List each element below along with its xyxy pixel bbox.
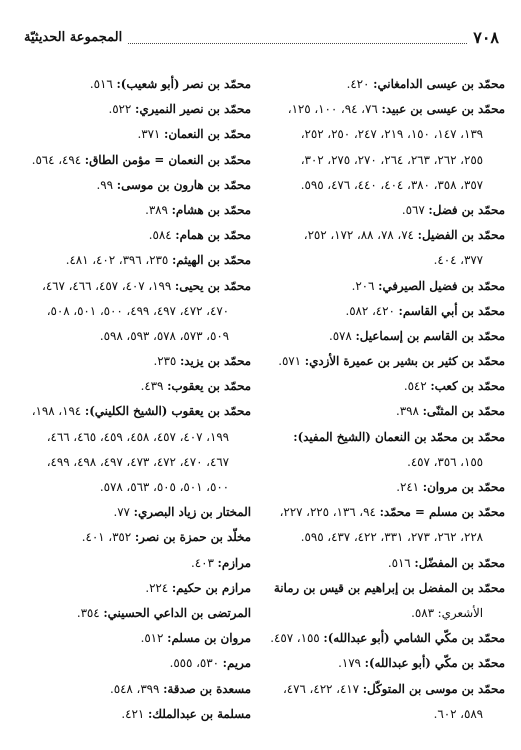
index-entry-continuation [11, 425, 251, 450]
index-entry [11, 122, 251, 147]
entry-page-refs: ٤٩٤، ٥٦٤. [31, 152, 85, 167]
index-entry-continuation [265, 525, 505, 550]
index-entry [265, 72, 505, 97]
entry-name: محمّد بن هشام: [171, 202, 251, 217]
entry-name: محمّد بن عيسى بن عبيد: [381, 102, 505, 117]
index-entry [11, 500, 251, 525]
index-entry [265, 399, 505, 424]
entry-page-refs: ٥٦٧. [401, 202, 429, 217]
entry-name: محمّد بن يزيد: [179, 354, 251, 369]
entry-name: محمّد بن يحيى: [174, 278, 251, 293]
index-entry [11, 601, 251, 626]
entry-page-refs: ٤٣٩. [140, 379, 168, 394]
index-entry [265, 274, 505, 299]
entry-page-refs: ١٣٩، ١٤٧، ١٥٠، ٢١٩، ٢٤٧، ٢٥٠، ٢٥٢، [300, 127, 483, 142]
index-entry [265, 551, 505, 576]
entry-name: محمّد بن همام: [175, 228, 251, 243]
entry-page-refs: ٥٧١. [278, 354, 305, 369]
index-entry [11, 223, 251, 248]
entry-page-refs: ٩٩. [96, 177, 117, 192]
entry-page-refs: ٥٠٠، ٥٠١، ٥٠٥، ٥٦٣، ٥٧٨. [99, 480, 229, 494]
index-entry [265, 500, 505, 525]
entry-name: محمّد بن كعب: [430, 379, 505, 394]
header-dotted-leader [128, 31, 467, 44]
index-entry [11, 677, 251, 702]
entry-name: محمّد بن كثير بن بشير بن عميرة الأزدي: [304, 354, 505, 369]
entry-name: محمّد بن مكّي (أبو عبدالله): [364, 656, 505, 671]
entry-page-refs: ٣٧٧، ٤٠٤. [433, 253, 483, 268]
entry-page-refs: ٣٨٩. [145, 202, 172, 217]
entry-page-refs: ٥٣٠، ٥٥٥. [169, 656, 223, 671]
index-entry-continuation [11, 450, 251, 475]
entry-page-refs: ١٧٩. [338, 656, 365, 671]
index-entry [11, 576, 251, 601]
entry-page-refs: ٤٢١. [121, 706, 148, 721]
entry-page-refs: ٢٣٥. [153, 354, 180, 369]
index-entry [265, 97, 505, 122]
entry-name: محمّد بن المفضّل: [414, 555, 505, 570]
index-entry [11, 274, 251, 299]
index-entry [11, 173, 251, 198]
page-header [24, 26, 499, 48]
index-entry [11, 198, 251, 223]
index-entry [265, 626, 505, 651]
index-entry [11, 248, 251, 273]
entry-name: مخلّد بن حمزة بن نصر: [134, 530, 251, 545]
entry-page-refs: ١٩٤، ١٩٨، [31, 404, 85, 419]
index-entry-continuation [265, 702, 505, 727]
entry-page-refs: ٣٥٢، ٤٠١. [81, 530, 135, 545]
index-entry [265, 374, 505, 399]
index-entry [265, 576, 505, 601]
index-entry [11, 97, 251, 122]
entry-name: مسعدة بن صدقة: [163, 681, 251, 696]
index-entry [265, 223, 505, 248]
index-entry [11, 148, 251, 173]
index-entry [265, 198, 505, 223]
index-entry [265, 425, 505, 450]
entry-page-refs: ٤٢٠. [346, 77, 374, 91]
entry-page-refs: ٣٧١. [137, 127, 165, 142]
entry-page-refs: ٧٦، ٩٤، ١٠٠، ١٢٥، [287, 102, 382, 117]
entry-name: مرازم بن حكيم: [171, 580, 251, 595]
index-entry-continuation [265, 122, 505, 147]
index-entry [11, 651, 251, 676]
index-entry-continuation [11, 299, 251, 324]
entry-page-refs: ٥٧٨. [328, 328, 356, 343]
entry-name: محمّد بن موسى بن المتوكّل: [362, 681, 505, 696]
index-entry [11, 399, 251, 424]
entry-page-refs: ٢٢٨، ٢٦٢، ٢٧٣، ٣٣١، ٤٢٢، ٤٣٧، ٥٩٥. [300, 530, 483, 545]
entry-page-refs: ٥١٦. [387, 555, 415, 570]
entry-name: مرازم: [217, 555, 251, 570]
entry-name: محمّد بن هارون بن موسى: [116, 177, 251, 192]
entry-name: محمّد بن نصر (أبو شعيب): [116, 77, 251, 91]
index-entry [265, 475, 505, 500]
index-entry [11, 72, 251, 97]
entry-name: محمّد بن الفضيل: [417, 228, 505, 243]
running-title: المجموعة الحديثيّة [24, 29, 123, 45]
entry-page-refs: ٢٢٤. [145, 580, 172, 595]
index-entry [11, 374, 251, 399]
entry-page-refs: ٧٤، ٧٨، ٨٨، ١٧٢، ٢٥٢، [303, 228, 418, 243]
entry-name: محمّد بن أبي القاسم: [398, 303, 505, 318]
entry-name: مسلمة بن عبدالملك: [147, 706, 251, 721]
entry-page-refs: ١٩٩، ٤٠٧، ٤٥٧، ٤٦٦، ٤٦٧، [42, 278, 175, 293]
entry-name: محمّد بن الهيثم: [171, 253, 251, 268]
entry-page-refs: ١٥٥، ٤٥٧. [270, 631, 324, 646]
entry-name: محمّد بن مروان: [422, 480, 505, 494]
index-entry [11, 551, 251, 576]
index-entry [265, 324, 505, 349]
index-entry [265, 677, 505, 702]
entry-name: محمّد بن النعمان = مؤمن الطاق: [84, 152, 251, 167]
entry-page-refs: الأشعري: ٥٨٣. [411, 605, 483, 620]
entry-page-refs: ١٩٩، ٤٠٧، ٤٥٧، ٤٥٨، ٤٥٩، ٤٦٥، ٤٦٦، [46, 429, 229, 444]
entry-page-refs: ٢٥٥، ٢٦٢، ٢٦٣، ٢٦٤، ٢٧٠، ٢٧٥، ٣٠٢، [300, 152, 483, 167]
entry-page-refs: ٢٠٦. [351, 278, 379, 293]
entry-name: مريم: [222, 656, 251, 671]
entry-name: محمّد بن مسلم = محمّد: [379, 505, 505, 520]
entry-page-refs: ٤٧٠، ٤٧٢، ٤٩٧، ٤٩٩، ٥٠٠، ٥٠١، ٥٠٨، [46, 303, 229, 318]
entry-page-refs: ١٥٥، ٣٥٦، ٤٥٧. [407, 454, 483, 469]
entry-page-refs: ٣٥٤. [76, 605, 104, 620]
entry-name: محمّد بن القاسم بن إسماعيل: [355, 328, 505, 343]
entry-page-refs: ٤٢٠، ٥٨٢. [345, 303, 399, 318]
index-entry [11, 702, 251, 727]
entry-page-refs: ٤١٧، ٤٢٢، ٤٧٦، [282, 681, 363, 696]
index-entry-continuation [265, 173, 505, 198]
entry-page-refs: ٣٥٧، ٣٥٨، ٣٨٠، ٤٠٤، ٤٤٠، ٤٧٦، ٥٩٥. [300, 177, 483, 192]
entry-page-refs: ٥١٢. [140, 631, 168, 646]
index-entry-continuation [11, 475, 251, 500]
index-entry-continuation [11, 324, 251, 349]
entry-name: المرتضى بن الداعي الحسيني: [103, 605, 251, 620]
index-entry [11, 626, 251, 651]
entry-name: محمّد بن مكّي الشامي (أبو عبدالله): [323, 631, 505, 646]
entry-page-refs: ٣٩٩، ٥٤٨. [109, 681, 164, 696]
entry-page-refs: ٧٧. [113, 505, 134, 520]
index-entry-continuation [265, 248, 505, 273]
entry-name: محمّد بن يعقوب (الشيخ الكليني): [84, 404, 251, 419]
index-entry [265, 651, 505, 676]
index-entry [11, 349, 251, 374]
entry-page-refs: ٥١٦. [89, 77, 117, 91]
entry-page-refs: ٥٠٩، ٥٧٣، ٥٧٨، ٥٩٣، ٥٩٨. [99, 328, 229, 343]
entry-page-refs: ٢٣٥، ٣٩٦، ٤٠٢، ٤٨١. [65, 253, 172, 268]
entry-page-refs: ٤٦٧، ٤٧٠، ٤٧٢، ٤٧٣، ٤٩٧، ٤٩٨، ٤٩٩، [46, 454, 229, 469]
entry-page-refs: ٥٨٤. [148, 228, 176, 243]
page-number: ٧٠٨ [473, 27, 499, 47]
entry-name: مروان بن مسلم: [167, 631, 251, 646]
entry-name: محمّد بن فضل: [428, 202, 505, 217]
index-column-left [11, 72, 251, 727]
entry-name: محمّد بن عيسى الدامغاني: [373, 77, 505, 91]
entry-name: محمّد بن فضيل الصيرفي: [378, 278, 505, 293]
entry-name: محمّد بن المفضل بن إبراهيم بن قيس بن رمانة [273, 580, 505, 595]
index-column-right [265, 72, 505, 727]
entry-name: محمّد بن محمّد بن النعمان (الشيخ المفيد): [293, 429, 505, 444]
entry-page-refs: ٣٩٨. [396, 404, 423, 419]
entry-name: محمّد بن النعمان: [164, 127, 251, 142]
entry-page-refs: ٥٨٩، ٦٠٢. [433, 706, 483, 721]
index-entry [11, 525, 251, 550]
entry-name: محمّد بن نصير النميري: [134, 102, 251, 117]
entry-page-refs: ٥٢٢. [108, 102, 135, 117]
index-entry-continuation [265, 450, 505, 475]
index-entry-continuation [265, 148, 505, 173]
entry-page-refs: ٤٠٣. [191, 555, 218, 570]
index-entry-continuation [265, 601, 505, 626]
entry-name: المختار بن زياد البصري: [133, 505, 251, 520]
entry-page-refs: ٢٤١. [396, 480, 423, 494]
entry-name: محمّد بن المثنّى: [422, 404, 505, 419]
entry-name: محمّد بن يعقوب: [167, 379, 251, 394]
entry-page-refs: ٥٤٢. [403, 379, 431, 394]
index-entry [265, 299, 505, 324]
index-entry [265, 349, 505, 374]
entry-page-refs: ٩٤، ١٣٦، ٢٢٥، ٢٢٧، [279, 505, 380, 520]
